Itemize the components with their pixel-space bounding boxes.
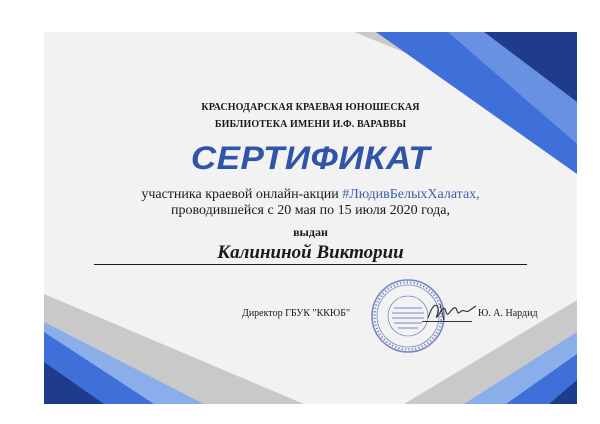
signature-line [422, 321, 472, 322]
certificate [44, 32, 577, 404]
certificate-title: СЕРТИФИКАТ [190, 140, 431, 177]
signatory-position: Директор ГБУК "ККЮБ" [242, 308, 351, 319]
issued-label: выдан [293, 225, 328, 239]
organization-line-1: КРАСНОДАРСКАЯ КРАЕВАЯ ЮНОШЕСКАЯ [201, 102, 420, 113]
recipient-name: Калининой Виктории [217, 242, 404, 263]
signatory-name: Ю. А. Нардид [478, 308, 538, 319]
organization-line-2: БИБЛИОТЕКА ИМЕНИ И.Ф. ВАРАВВЫ [214, 119, 407, 130]
recipient-underline [94, 264, 527, 265]
description-line-1 [44, 187, 577, 203]
description-prefix: участника краевой онлайн-акции [141, 187, 343, 202]
campaign-hashtag: #ЛюдивБелыхХалатах, [342, 187, 480, 202]
description-line-2: проводившейся с 20 мая по 15 июля 2020 года, [171, 203, 450, 218]
